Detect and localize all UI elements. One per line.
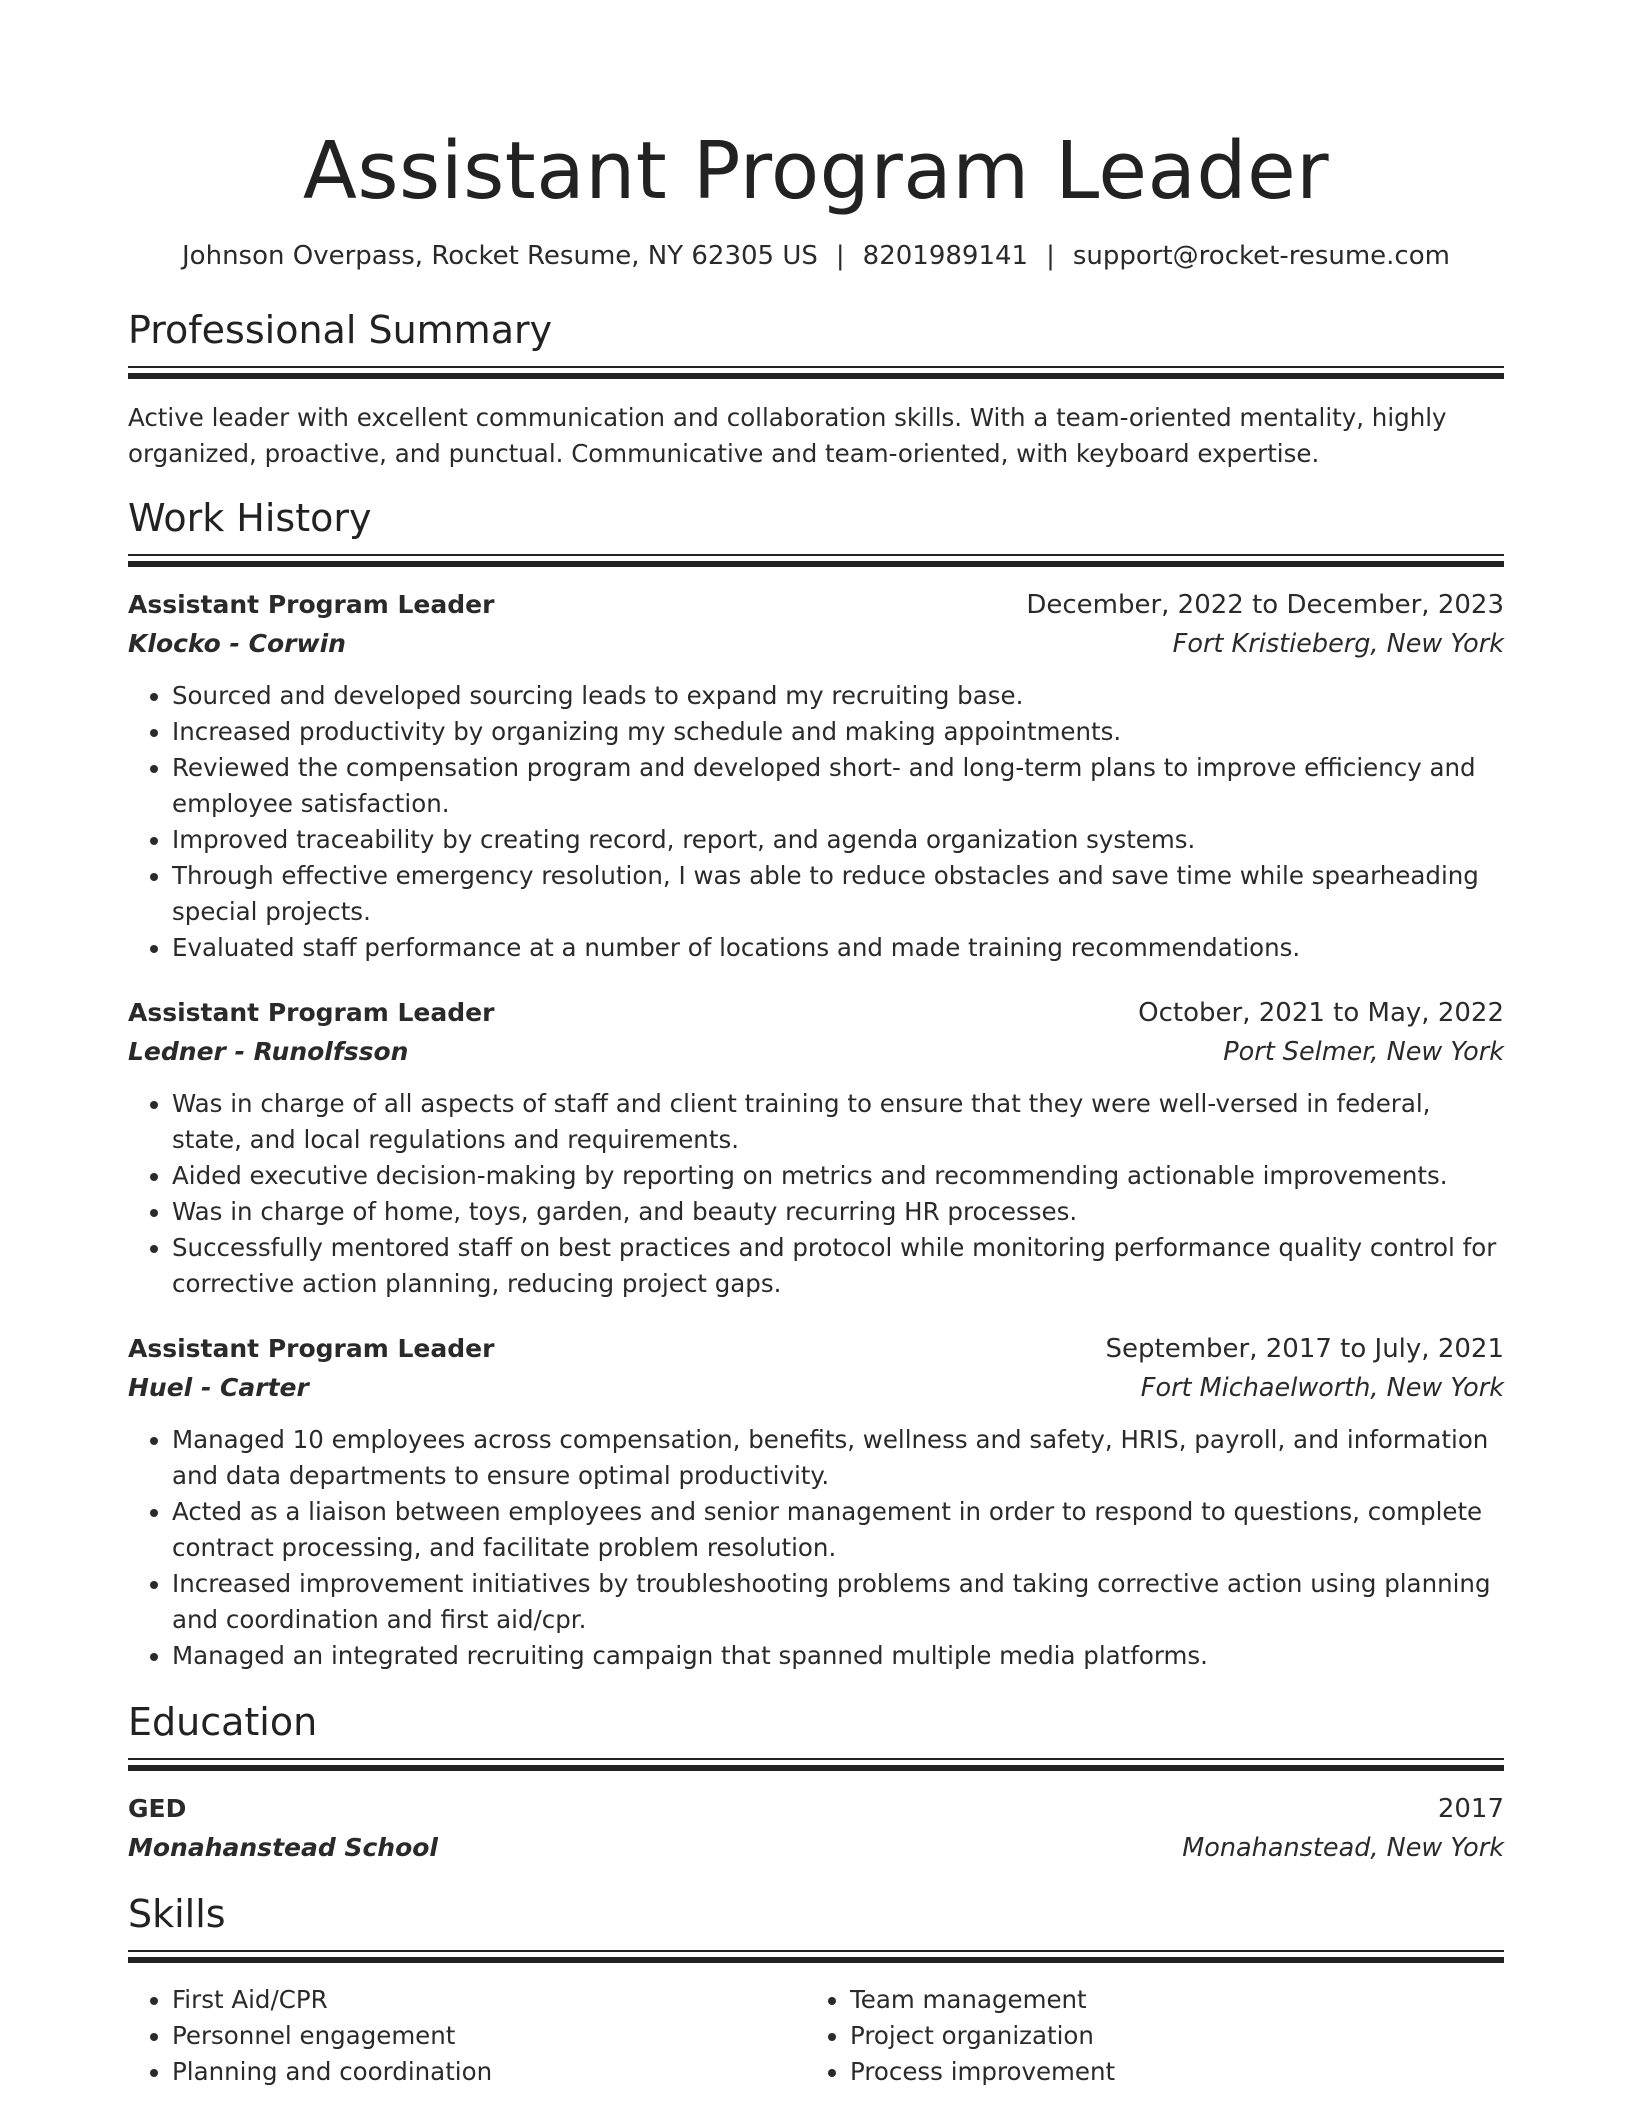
job-location: Fort Kristieberg, New York [1172,629,1504,659]
education-year: 2017 [1437,1794,1504,1824]
job-title: Assistant Program Leader [128,998,495,1027]
list-item: • Personnel engagement [172,2018,806,2054]
skills-column-left [128,1982,806,2090]
list-item: • Increased improvement initiatives by troubleshooting problems and taking corrective action using planning and coordination and first aid/cpr. [172,1566,1504,1638]
job-dates: December, 2022 to December, 2023 [1026,590,1504,620]
list-item: • Managed an integrated recruiting campaign that spanned multiple media platforms. [172,1638,1504,1674]
skills-column-right [806,1982,1504,2090]
job-bullets [128,1422,1504,1674]
job-entry [128,586,1504,966]
list-item: • First Aid/CPR [172,1982,806,2018]
job-company: Huel - Carter [128,1373,309,1402]
section-divider [128,1758,1504,1772]
job-entry [128,1330,1504,1674]
skills-heading: Skills [128,1892,226,1936]
section-divider [128,554,1504,568]
list-item: • Acted as a liaison between employees and senior management in order to respond to questions, complete contract processing, and facilitate problem resolution. [172,1494,1504,1566]
work-history-section [128,494,1504,1674]
contact-line [128,239,1504,273]
list-item: • Team management [850,1982,1504,2018]
list-item: • Sourced and developed sourcing leads to expand my recruiting base. [172,678,1504,714]
education-section [128,1698,1504,1868]
list-item: • Increased productivity by organizing my schedule and making appointments. [172,714,1504,750]
skills-section [128,1890,1504,2090]
job-title: Assistant Program Leader [128,590,495,619]
job-dates: September, 2017 to July, 2021 [1105,1334,1504,1364]
job-title: Assistant Program Leader [128,1334,495,1363]
list-item: • Was in charge of all aspects of staff and client training to ensure that they were well-versed in federal, state, and local regulations and requirements. [172,1086,1504,1158]
work-history-heading: Work History [128,496,372,540]
summary-heading: Professional Summary [128,308,553,352]
contact-address: Johnson Overpass, Rocket Resume, NY 62305 US [182,241,818,271]
list-item: • Was in charge of home, toys, garden, and beauty recurring HR processes. [172,1194,1504,1230]
education-location: Monahanstead, New York [1182,1833,1504,1863]
job-location: Port Selmer, New York [1223,1037,1504,1067]
summary-section [128,306,1504,472]
contact-email[interactable]: support@rocket-resume.com [1072,241,1450,271]
list-item: • Process improvement [850,2054,1504,2090]
education-school: Monahanstead School [128,1833,438,1862]
list-item: • Planning and coordination [172,2054,806,2090]
job-entry [128,994,1504,1302]
section-divider [128,1950,1504,1964]
education-degree: GED [128,1794,187,1823]
contact-phone: 8201989141 [862,241,1029,271]
list-item: • Aided executive decision-making by reporting on metrics and recommending actionable improvements. [172,1158,1504,1194]
skills-list [128,1982,1504,2090]
job-company: Ledner - Runolfsson [128,1037,409,1066]
resume-name: Assistant Program Leader [302,125,1330,217]
list-item: • Project organization [850,2018,1504,2054]
job-dates: October, 2021 to May, 2022 [1138,998,1504,1028]
list-item: • Successfully mentored staff on best practices and protocol while monitoring performance quality control for corrective action planning, reducing project gaps. [172,1230,1504,1302]
list-item: • Managed 10 employees across compensation, benefits, wellness and safety, HRIS, payroll, and information and data departments to ensure optimal productivity. [172,1422,1504,1494]
list-item: • Through effective emergency resolution, I was able to reduce obstacles and save time while spearheading special projects. [172,858,1504,930]
contact-separator: | [835,241,845,271]
job-bullets [128,1086,1504,1302]
job-location: Fort Michaelworth, New York [1140,1373,1504,1403]
list-item: • Reviewed the compensation program and developed short- and long-term plans to improve efficiency and employee satisfaction. [172,750,1504,822]
resume-page [128,0,1504,2090]
list-item: • Improved traceability by creating record, report, and agenda organization systems. [172,822,1504,858]
summary-text: Active leader with excellent communication and collaboration skills. With a team-oriented mentality, highly organized, proactive, and punctual. Communicative and team-oriented, with keyboard expertise. [128,403,1447,468]
list-item: • Evaluated staff performance at a number of locations and made training recommendations. [172,930,1504,966]
job-bullets [128,678,1504,966]
contact-separator: | [1046,241,1055,271]
job-company: Klocko - Corwin [128,629,346,658]
education-heading: Education [128,1700,318,1744]
section-divider [128,366,1504,380]
